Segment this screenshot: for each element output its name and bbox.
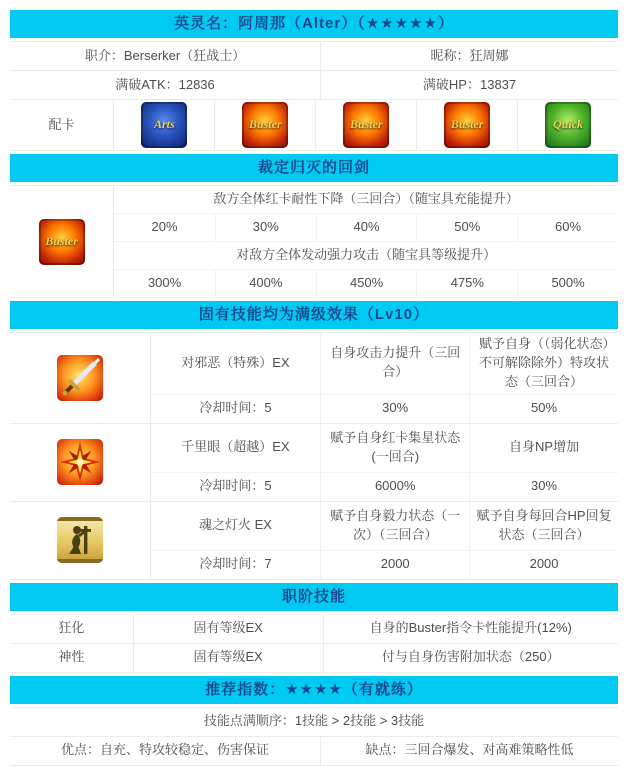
skill-2-icon-cell <box>10 424 150 501</box>
class-skill-name: 神性 <box>58 649 85 665</box>
np-value: 400% <box>215 270 316 297</box>
skill-value: 30% <box>469 473 618 501</box>
skill-cooldown: 冷却时间：7 <box>199 556 272 572</box>
buster-card-icon: Buster <box>343 102 389 148</box>
skill-value: 6000% <box>320 473 469 501</box>
np-value: 40% <box>316 214 417 241</box>
card-slot-5 <box>517 100 618 150</box>
skill-effect: 自身攻击力提升（三回合） <box>320 333 469 394</box>
recommendation-header: 推荐指数：★★★★（有就练） <box>10 676 618 704</box>
skills-header: 固有技能均为满级效果（Lv10） <box>10 301 618 329</box>
skill-value: 2000 <box>469 551 618 579</box>
skill-value: 30% <box>320 395 469 423</box>
class-info-cell: 职介：Berserker（狂战士） <box>84 47 246 63</box>
card-slot-3 <box>315 100 416 150</box>
skill-row-1 <box>10 333 618 424</box>
skill-order-text: 技能点满顺序：1技能 > 2技能 > 3技能 <box>203 713 425 729</box>
nickname-cell: 昵称：狂周娜 <box>320 42 618 70</box>
np-value: 20% <box>151 219 178 235</box>
clairvoyance-burst-icon <box>57 439 103 485</box>
skill-value: 2000 <box>320 551 469 579</box>
skills-section <box>10 332 618 580</box>
skill-3-icon-cell <box>10 502 150 579</box>
card-slot-1 <box>113 100 214 150</box>
arts-card-icon: Arts <box>141 102 187 148</box>
class-skills-section <box>10 614 618 673</box>
skill-cooldown: 冷却时间：5 <box>199 478 272 494</box>
buster-card-icon: Buster <box>242 102 288 148</box>
class-skills-header: 职阶技能 <box>10 583 618 611</box>
np-effect1-text: 敌方全体红卡耐性下降（三回合）（随宝具充能提升） <box>213 191 519 207</box>
recommendation-section <box>10 707 618 766</box>
np-value: 300% <box>147 275 182 291</box>
np-buster-card-icon: Buster <box>39 219 85 265</box>
servant-title-header: 英灵名：阿周那（Alter）（★★★★★） <box>10 10 618 38</box>
class-skill-rank: 固有等级EX <box>133 644 323 672</box>
class-skill-name: 狂化 <box>58 620 85 636</box>
class-nickname-row <box>10 42 618 71</box>
np-value: 450% <box>316 270 417 297</box>
skill-effect: 赋予自身每回合HP回复状态（三回合） <box>469 502 618 550</box>
np-value: 50% <box>416 214 517 241</box>
max-hp-cell: 满破HP：13837 <box>320 71 618 99</box>
skill-cooldown: 冷却时间：5 <box>199 400 272 416</box>
pros-cons-row <box>10 737 618 766</box>
card-deck-label: 配卡 <box>48 116 75 132</box>
class-skill-effect: 付与自身伤害附加状态（250） <box>323 644 618 672</box>
card-slot-2 <box>214 100 315 150</box>
quick-card-icon: Quick <box>545 102 591 148</box>
class-skill-row <box>10 615 618 644</box>
skill-name: 魂之灯火 EX <box>198 517 272 533</box>
np-value: 60% <box>517 214 618 241</box>
np-value: 30% <box>215 214 316 241</box>
skill-row-3 <box>10 502 618 580</box>
class-skill-rank: 固有等级EX <box>133 615 323 643</box>
cons-cell: 缺点：三回合爆发、对高难策略性低 <box>320 737 618 765</box>
card-slot-4 <box>416 100 517 150</box>
skill-effect: 赋予自身（（弱化状态）不可解除除外）特攻状态（三回合） <box>469 333 618 394</box>
stats-row <box>10 71 618 100</box>
skill-effect: 赋予自身红卡集星状态(一回合) <box>320 424 469 472</box>
noble-phantasm-header: 裁定归灭的回剑 <box>10 154 618 182</box>
noble-phantasm-section <box>10 185 618 298</box>
np-effect2-text: 对敌方全体发动强力攻击（随宝具等级提升） <box>236 247 497 263</box>
buster-card-icon: Buster <box>444 102 490 148</box>
np-effect2-values-row <box>114 270 618 297</box>
max-atk-cell: 满破ATK：12836 <box>115 76 215 92</box>
skill-1-icon-cell <box>10 333 150 423</box>
card-deck-row <box>10 100 618 151</box>
np-effect1-values-row <box>114 214 618 242</box>
soul-lamp-icon <box>57 517 103 563</box>
skill-row-2 <box>10 424 618 502</box>
class-skill-effect: 自身的Buster指令卡性能提升(12%) <box>323 615 618 643</box>
skill-order-row <box>10 708 618 737</box>
skill-effect: 自身NP增加 <box>469 424 618 472</box>
basic-info-section <box>10 41 618 151</box>
skill-value: 50% <box>469 395 618 423</box>
pros-cell: 优点：自充、特攻较稳定、伤害保证 <box>61 742 270 758</box>
skill-effect: 赋予自身毅力状态（一次）（三回合） <box>320 502 469 550</box>
anti-evil-sword-icon <box>57 355 103 401</box>
skill-name: 千里眼（超越）EX <box>181 439 290 455</box>
class-skill-row <box>10 644 618 673</box>
skill-name: 对邪恶（特殊）EX <box>181 354 290 370</box>
np-value: 475% <box>416 270 517 297</box>
np-card-type-cell <box>10 186 113 297</box>
np-value: 500% <box>517 270 618 297</box>
